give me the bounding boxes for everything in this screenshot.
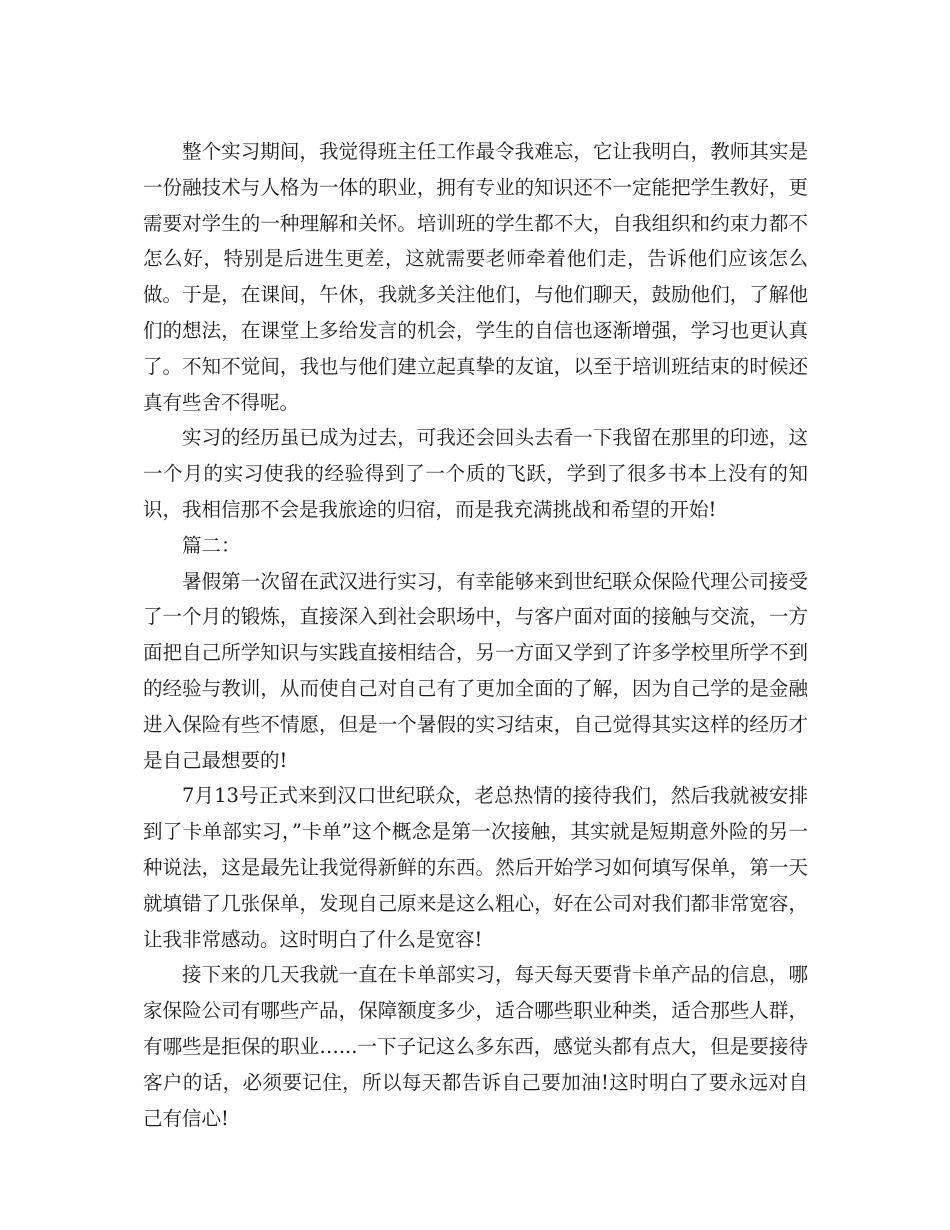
document-body [143, 134, 808, 1136]
paragraph: 7月13号正式来到汉口世纪联众，老总热情的接待我们，然后我就被安排到了卡单部实习，”卡单”这个概念是第一次接触，其实就是短期意外险的另一种说法，这是最先让我觉得新鲜的东西。然后开始学习如何填写保单，第一天就填错了几张保单，发现自己原来是这么粗心，好在公司对我们都非常宽容，让我非常感动。这时明白了什么是宽容! [143, 784, 808, 951]
paragraph: 实习的经历虽已成为过去，可我还会回头去看一下我留在那里的印迹，这一个月的实习使我的经验得到了一个质的飞跃，学到了很多书本上没有的知识，我相信那不会是我旅途的归宿，而是我充满挑战和希望的开始! [143, 426, 808, 521]
paragraph: 接下来的几天我就一直在卡单部实习，每天每天要背卡单产品的信息，哪家保险公司有哪些产品，保障额度多少，适合哪些职业种类，适合那些人群，有哪些是拒保的职业…...一下子记这么多东西，感觉头都有点大，但是要接待客户的话，必须要记住，所以每天都告诉自己要加油!这时明白了要永远对自己有信心! [143, 963, 808, 1130]
paragraph: 整个实习期间，我觉得班主任工作最令我难忘，它让我明白，教师其实是一份融技术与人格为一体的职业，拥有专业的知识还不一定能把学生教好，更需要对学生的一种理解和关怀。培训班的学生都不大，自我组织和约束力都不怎么好，特别是后进生更差，这就需要老师牵着他们走，告诉他们应该怎么做。于是，在课间，午休，我就多关注他们，与他们聊天，鼓励他们，了解他们的想法，在课堂上多给发言的机会，学生的自信也逐渐增强，学习也更认真了。不知不觉间，我也与他们建立起真挚的友谊，以至于培训班结束的时候还真有些舍不得呢。 [143, 140, 808, 414]
paragraph: 暑假第一次留在武汉进行实习，有幸能够来到世纪联众保险代理公司接受了一个月的锻炼，直接深入到社会职场中，与客户面对面的接触与交流，一方面把自己所学知识与实践直接相结合，另一方面又学到了许多学校里所学不到的经验与教训，从而使自己对自己有了更加全面的了解，因为自己学的是金融进入保险有些不情愿，但是一个暑假的实习结束，自己觉得其实这样的经历才是自己最想要的! [143, 569, 808, 772]
section-heading: 篇二： [182, 533, 241, 557]
